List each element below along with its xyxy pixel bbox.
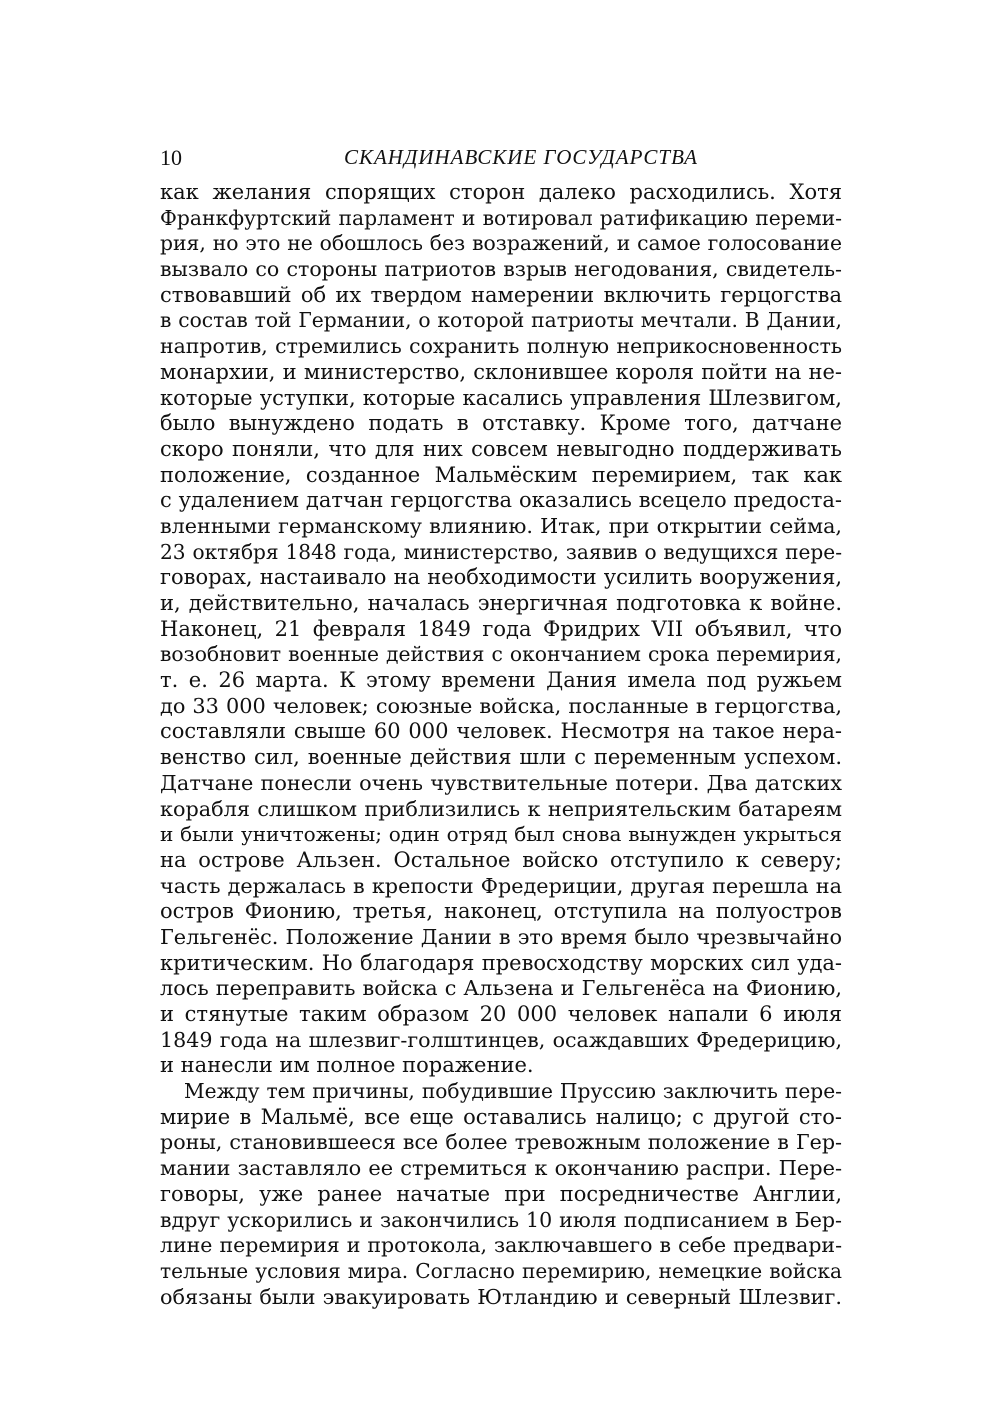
paragraph-2	[160, 1079, 842, 1310]
text-line: и были уничтожены; один отряд был снова вынужден укрыться	[160, 822, 842, 847]
text-line: роны, становившееся все более тревожным положение в Гер-	[160, 1130, 842, 1155]
text-line: часть держалась в крепости Фредериции, другая перешла на	[160, 873, 842, 898]
text-line: до 33 000 человек; союзные войска, посланные в герцогства,	[160, 693, 842, 718]
text-line: рия, но это не обошлось без возражений, и самое голосование	[160, 231, 842, 256]
text-line: и, действительно, началась энергичная подготовка к войне.	[160, 591, 842, 615]
text-line: Датчане понесли очень чувствительные потери. Два датских	[160, 770, 842, 795]
text-line: Гельгенёс. Положение Дании в это время было чрезвычайно	[160, 924, 842, 949]
page-number: 10	[160, 145, 182, 170]
text-line: т. е. 26 марта. К этому времени Дания имела под ружьем	[160, 668, 842, 693]
text-line: мании заставляло ее стремиться к окончанию распри. Пере-	[160, 1156, 842, 1181]
text-line: ствовавший об их твердом намерении включить герцогства	[160, 282, 842, 307]
text-line: мирие в Мальмё, все еще оставались налицо; с другой сто-	[160, 1104, 842, 1129]
text-line: Наконец, 21 февраля 1849 года Фридрих VII объявил, что	[160, 616, 842, 641]
text-line: возобновит военные действия с окончанием срока перемирия,	[160, 642, 842, 667]
text-line: вдруг ускорились и закончились 10 июля подписанием в Бер-	[160, 1207, 842, 1232]
paragraph-1	[160, 180, 842, 1079]
text-line: на острове Альзен. Остальное войско отступило к северу;	[160, 847, 842, 872]
text-line: остров Фионию, третья, наконец, отступила на полуостров	[160, 899, 842, 924]
text-line: и нанесли им полное поражение.	[160, 1053, 534, 1078]
text-line: вленными германскому влиянию. Итак, при открытии сейма,	[160, 513, 842, 538]
text-line: корабля слишком приблизились к неприятельским батареям	[160, 796, 842, 821]
text-line: тельные условия мира. Согласно перемирию, немецкие войска	[160, 1258, 842, 1283]
body-text	[160, 180, 842, 1310]
text-line: составляли свыше 60 000 человек. Несмотря на такое нера-	[160, 719, 842, 744]
text-line: вызвало со стороны патриотов взрыв негодования, свидетель-	[160, 257, 842, 282]
text-line: как желания спорящих сторон далеко расходились. Хотя	[160, 180, 842, 204]
text-line: Франкфуртский парламент и вотировал ратификацию переми-	[160, 205, 842, 230]
page-header	[160, 140, 842, 180]
text-line: критическим. Но благодаря превосходству морских сил уда-	[160, 950, 842, 975]
text-line: напротив, стремились сохранить полную неприкосновенность	[160, 334, 842, 359]
text-line: было вынуждено подать в отставку. Кроме того, датчане	[160, 411, 842, 436]
text-line: Между тем причины, побудившие Пруссию заключить пере-	[184, 1079, 842, 1104]
text-line: говорах, настаивало на необходимости усилить вооружения,	[160, 565, 842, 590]
text-line: говоры, уже ранее начатые при посредничестве Англии,	[160, 1181, 842, 1206]
text-line: монархии, и министерство, склонившее короля пойти на не-	[160, 359, 842, 384]
document-page	[160, 140, 842, 1310]
text-line: лось переправить войска с Альзена и Гельгенёса на Фионию,	[160, 976, 842, 1001]
text-line: венство сил, военные действия шли с переменным успехом.	[160, 745, 842, 770]
text-line: в состав той Германии, о которой патриоты мечтали. В Дании,	[160, 308, 842, 333]
text-line: лине перемирия и протокола, заключавшего в себе предвари-	[160, 1233, 842, 1258]
text-line: 23 октября 1848 года, министерство, заявив о ведущихся пере-	[160, 539, 842, 564]
text-line: скоро поняли, что для них совсем невыгодно поддерживать	[160, 436, 842, 461]
text-line: 1849 года на шлезвиг-голштинцев, осаждавших Фредерицию,	[160, 1027, 842, 1052]
running-title: СКАНДИНАВСКИЕ ГОСУДАРСТВА	[344, 145, 698, 169]
text-line: которые уступки, которые касались управления Шлезвигом,	[160, 385, 842, 410]
text-line: положение, созданное Мальмёским перемирием, так как	[160, 462, 842, 487]
text-line: с удалением датчан герцогства оказались всецело предоста-	[160, 488, 842, 513]
text-line: обязаны были эвакуировать Ютландию и северный Шлезвиг.	[160, 1284, 842, 1309]
text-line: и стянутые таким образом 20 000 человек напали 6 июля	[160, 1002, 842, 1026]
